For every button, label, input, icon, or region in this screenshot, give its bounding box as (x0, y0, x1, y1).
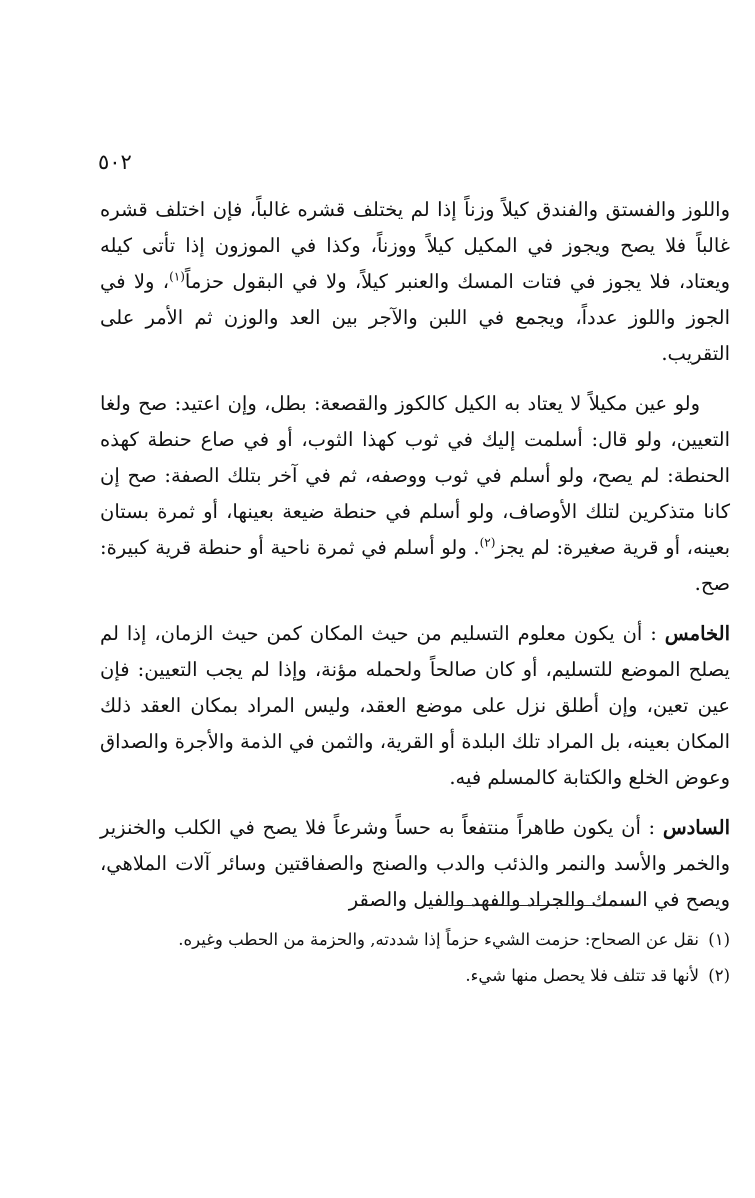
footnote-1 (100, 925, 730, 955)
main-text (100, 192, 730, 932)
paragraph-text-cont: ، ولا في الجوز واللوز عدداً، ويجمع في اللبن والآجر بين العد والوزن ثم الأمر على التقريب. (100, 270, 730, 365)
footnote-number: (٢) (708, 966, 730, 985)
paragraph-text: ولو عين مكيلاً لا يعتاد به الكيل كالكوز والقصعة: بطل، وإن اعتيد: صح ولغا التعيين، ولو قال: أسلمت إليك في ثوب كهذا الثوب، أو في صاع حنطة كهذه الحنطة: لم يصح، ولو أسلم في ثوب ووصفه، ثم في آخر بتلك الصفة: صح إن كانا متذكرين لتلك الأوصاف، ولو أسلم في حنطة ضيعة بعينها، أو ثمرة بستان بعينه، أو قرية صغيرة: لم يجز (100, 392, 730, 559)
paragraph-text: : أن يكون معلوم التسليم من حيث المكان كمن حيث الزمان، إذا لم يصلح الموضع للتسليم، أو كان صالحاً ولحمله مؤنة، وإذا لم يجب التعيين: فإن عين تعين، وإن أطلق نزل على موضع العقد، وليس المراد بمكان العقد ذلك المكان بعينه، بل المراد تلك البلدة أو القرية، والثمن في الذمة والأجرة والصداق وعوض الخلع والكتابة كالمسلم فيه. (100, 622, 730, 789)
footnote-ref-2[interactable]: (٢) (479, 535, 496, 550)
page-number: ٥٠٢ (98, 150, 132, 174)
paragraph-1 (100, 192, 730, 372)
paragraph-text: : أن يكون طاهراً منتفعاً به حساً وشرعاً فلا يصح في الكلب والخنزير والخمر والأسد والنمر والذئب والدب والصنج والصفاقتين وسائر آلات الملاهي، ويصح في السمك والجراد والفهد والفيل والصقر (100, 816, 730, 911)
section-lead-sixth: السادس (662, 816, 730, 839)
footnote-divider (448, 905, 638, 906)
footnote-number: (١) (708, 930, 730, 949)
section-lead-fifth: الخامس (664, 622, 730, 645)
paragraph-2 (100, 386, 730, 602)
footnote-text: لأنها قد تتلف فلا يحصل منها شيء. (465, 966, 699, 985)
footnote-ref-1[interactable]: (١) (169, 269, 185, 284)
paragraph-3 (100, 616, 730, 796)
paragraph-text: واللوز والفستق والفندق كيلاً وزناً إذا لم يختلف قشره غالباً، فإن اختلف قشره غالباً فلا يصح ويجوز في المكيل كيلاً ووزناً، وكذا في الموزون إذا تأتى كيله ويعتاد، فلا يجوز في فتات المسك والعنبر كيلاً، ولا في البقول حزماً (100, 198, 730, 293)
footnote-2 (100, 961, 730, 991)
paragraph-text-cont: . ولو أسلم في ثمرة ناحية أو حنطة قرية كبيرة: صح. (100, 536, 730, 595)
paragraph-4 (100, 810, 730, 918)
footnote-text: نقل عن الصحاح: حزمت الشيء حزماً إذا شددته, والحزمة من الحطب وغيره. (178, 930, 699, 949)
footnotes (100, 925, 730, 997)
